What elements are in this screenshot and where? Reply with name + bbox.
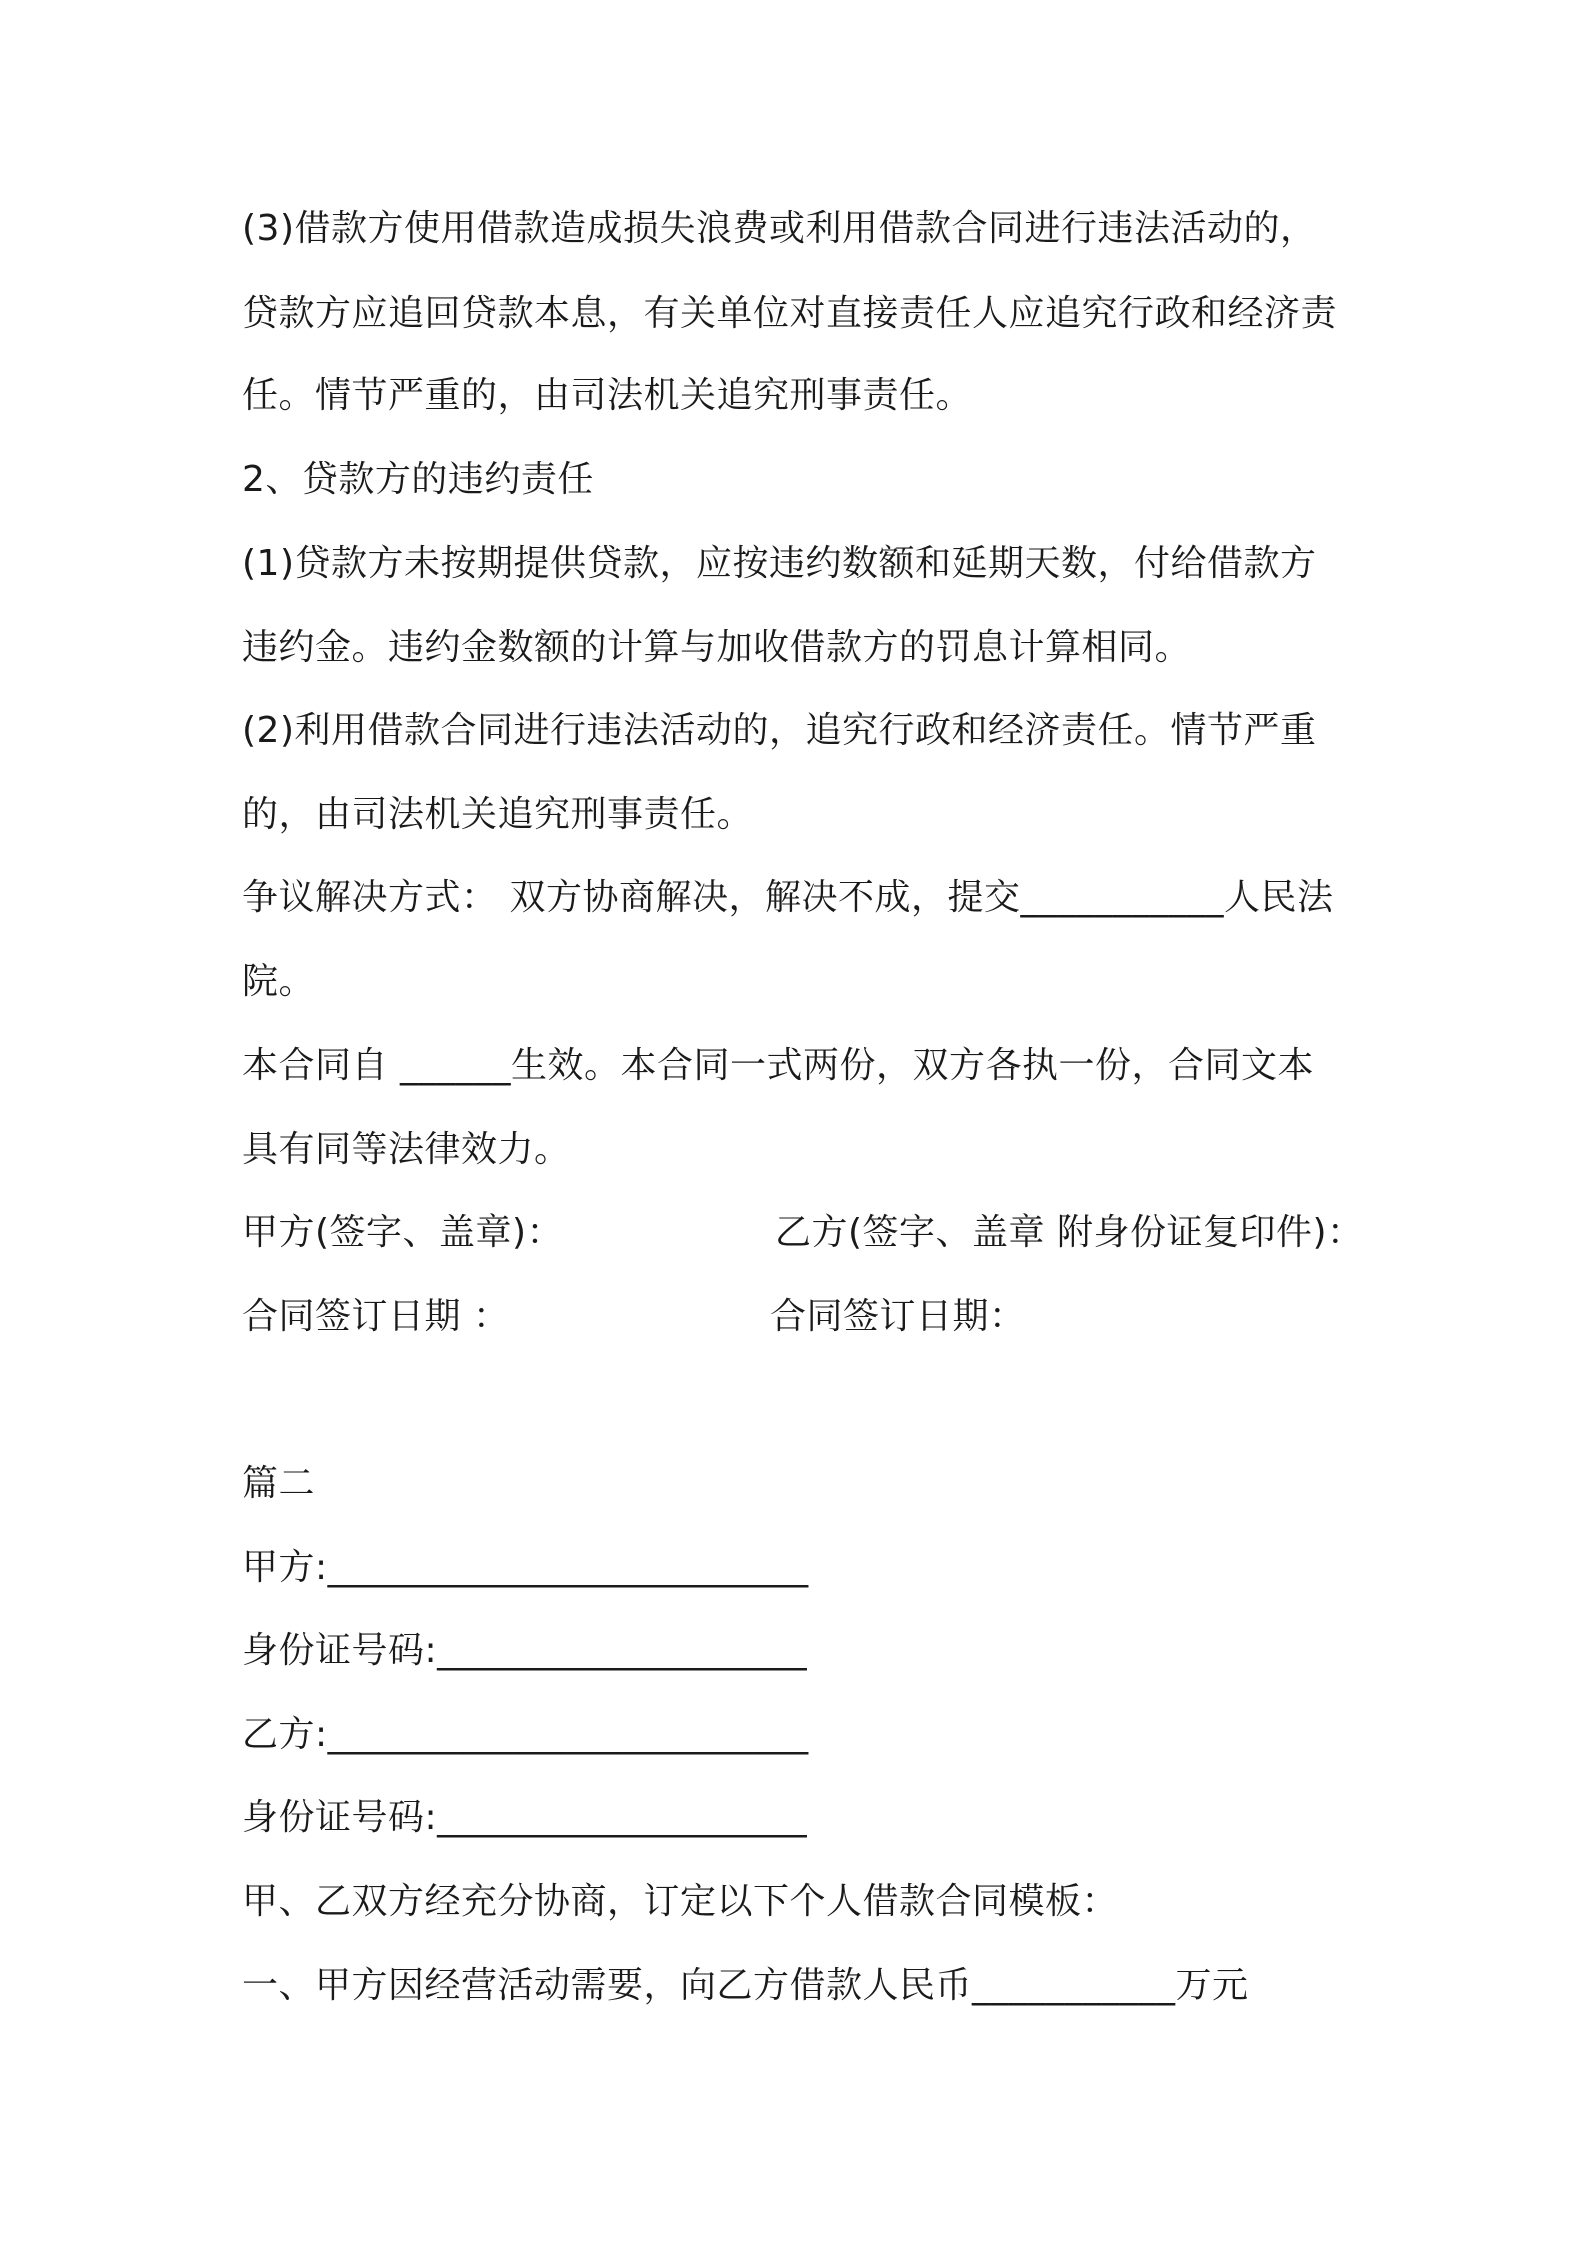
- para3-line2: 贷款方应追回贷款本息，有关单位对直接责任人应追究行政和经济责: [242, 293, 1338, 334]
- part2-heading: 篇二: [242, 1463, 316, 1504]
- party-b-signature-label: 乙方(签字、盖章 附身份证复印件)：: [775, 1212, 1364, 1253]
- sign-date-a-label: 合同签订日期 ：: [242, 1296, 510, 1337]
- party-b-field: 乙方:__________________________: [242, 1714, 809, 1755]
- item2-line2: 的，由司法机关追究刑事责任。: [242, 794, 754, 835]
- section2-heading: 2、贷款方的违约责任: [242, 459, 594, 500]
- para3-line3: 任。情节严重的，由司法机关追究刑事责任。: [242, 375, 973, 416]
- effect-line2: 具有同等法律效力。: [242, 1129, 571, 1170]
- dispute-line1: 争议解决方式： 双方协商解决，解决不成，提交___________人民法: [242, 877, 1334, 918]
- dispute-line2: 院。: [242, 961, 316, 1002]
- party-a-field: 甲方:__________________________: [242, 1547, 809, 1588]
- para3-line1: (3)借款方使用借款造成损失浪费或利用借款合同进行违法活动的，: [242, 208, 1317, 249]
- agreement-intro: 甲、乙双方经充分协商，订定以下个人借款合同模板：: [242, 1881, 1119, 1922]
- item1-line2: 违约金。违约金数额的计算与加收借款方的罚息计算相同。: [242, 627, 1192, 668]
- party-a-id-field: 身份证号码:____________________: [242, 1630, 808, 1671]
- sign-date-b-label: 合同签订日期：: [770, 1296, 1026, 1337]
- party-b-id-field: 身份证号码:____________________: [242, 1797, 808, 1838]
- clause-1: 一、甲方因经营活动需要，向乙方借款人民币___________万元: [242, 1965, 1249, 2006]
- item2-line1: (2)利用借款合同进行违法活动的，追究行政和经济责任。情节严重: [242, 710, 1317, 751]
- item1-line1: (1)贷款方未按期提供贷款，应按违约数额和延期天数，付给借款方: [242, 543, 1317, 584]
- party-a-signature-label: 甲方(签字、盖章)：: [242, 1212, 564, 1253]
- effect-line1: 本合同自 ______生效。本合同一式两份，双方各执一份，合同文本: [242, 1045, 1314, 1086]
